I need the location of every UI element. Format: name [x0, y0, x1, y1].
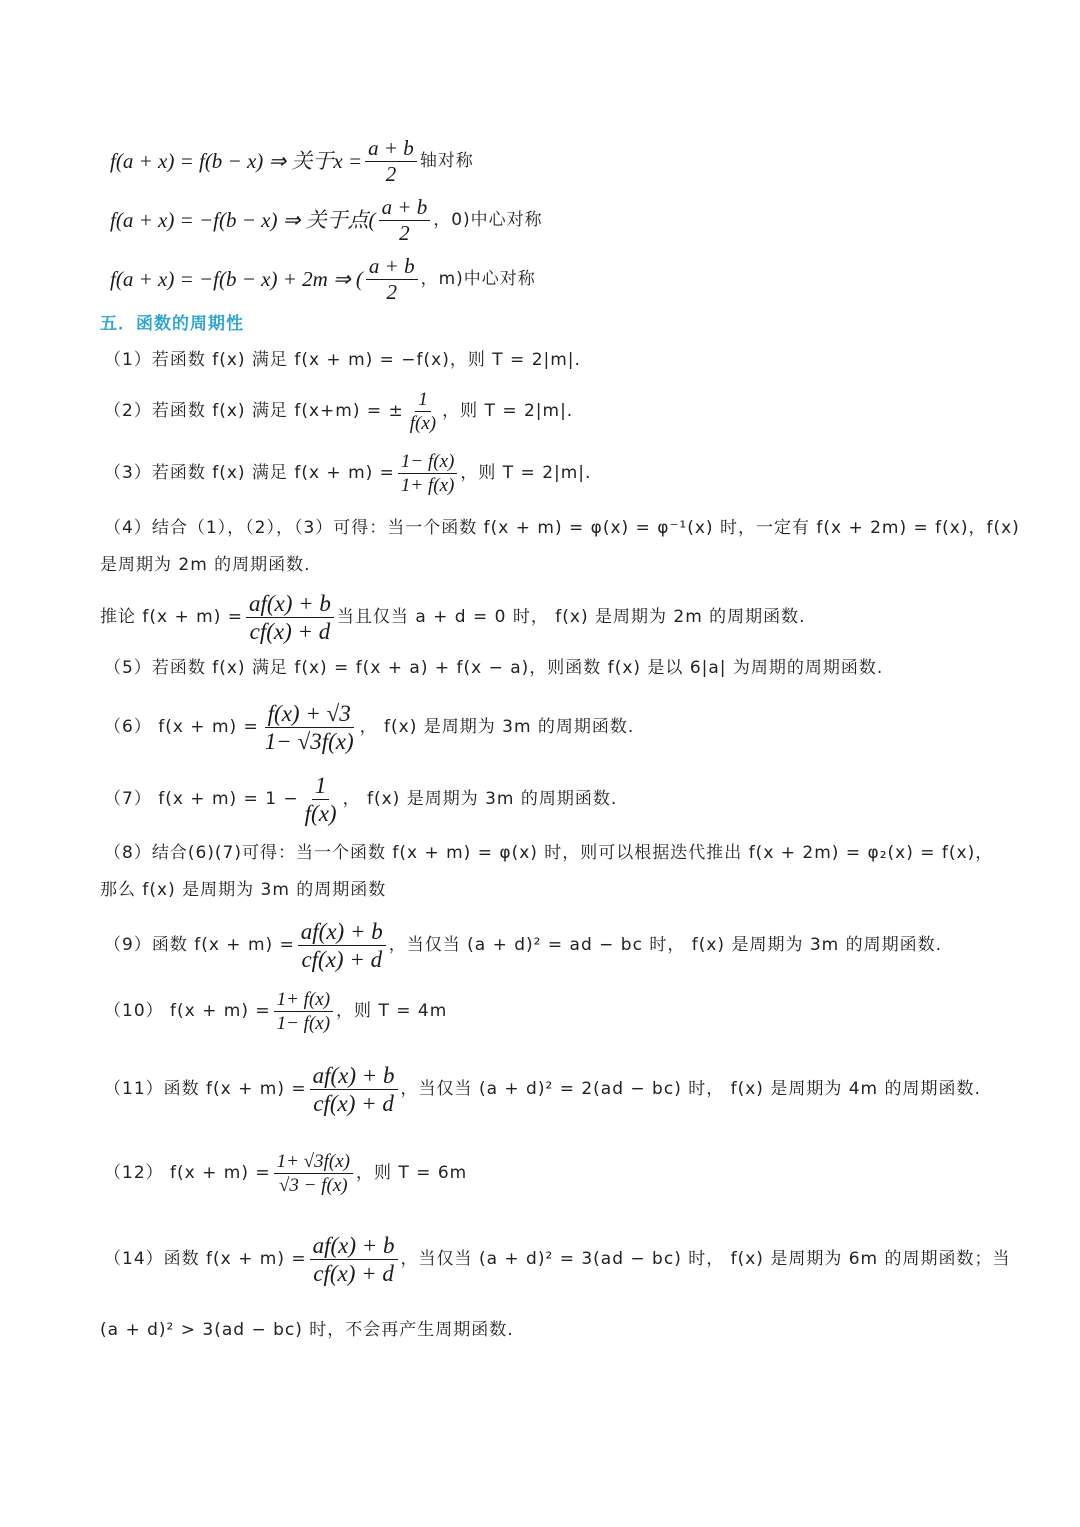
rule-text: ，则 T = 4m	[336, 1001, 448, 1021]
section-heading: 五．函数的周期性	[100, 314, 244, 334]
formula-text: ，m)中心对称	[420, 269, 536, 289]
rule-6	[104, 702, 634, 753]
rule-text: ，则 T = 2|m|.	[442, 401, 574, 421]
denominator: cf(x) + d	[313, 1091, 394, 1116]
rule-3	[104, 452, 591, 495]
rule-12	[104, 1152, 467, 1195]
denominator: 1− √3f(x)	[264, 729, 354, 754]
fraction	[379, 197, 431, 244]
rule-text: ，当仅当 (a + d)² = ad − bc 时， f(x) 是周期为 3m 的周期函数.	[388, 935, 943, 955]
rule-14-line-2	[100, 1322, 514, 1339]
rule-4-line-1	[104, 520, 1020, 537]
rule-1	[104, 352, 581, 369]
rule-text: （3）若函数 f(x) 满足 f(x + m) =	[104, 463, 395, 483]
rule-10	[104, 990, 447, 1033]
denominator: 2	[386, 280, 397, 304]
fraction	[298, 920, 386, 971]
formula-text: 轴对称	[419, 151, 474, 171]
fraction	[274, 990, 333, 1033]
fraction	[366, 256, 418, 303]
rule-text: ， f(x) 是周期为 3m 的周期函数.	[359, 717, 635, 737]
denominator: 2	[399, 221, 410, 245]
rule-text: （7） f(x + m) = 1 −	[104, 789, 299, 809]
numerator: a + b	[379, 197, 431, 221]
rule-text: ，当仅当 (a + d)² = 3(ad − bc) 时， f(x) 是周期为 6m 的周期函数；当	[400, 1249, 1011, 1269]
denominator: f(x)	[304, 801, 337, 826]
formula-text: f(a + x) = −f(b − x) + 2m ⇒ (	[110, 267, 363, 291]
rule-text: ，当仅当 (a + d)² = 2(ad − bc) 时， f(x) 是周期为 4m 的周期函数.	[400, 1079, 981, 1099]
formula-text: f(a + x) = f(b − x) ⇒ 关于x =	[110, 149, 363, 173]
denominator: f(x)	[409, 413, 437, 434]
rule-text: 推论 f(x + m) =	[100, 607, 243, 627]
rule-9	[104, 920, 942, 971]
rule-text: （10） f(x + m) =	[104, 1001, 271, 1021]
rule-text: （1）若函数 f(x) 满足 f(x + m) = −f(x)，则 T = 2|m|.	[104, 350, 581, 370]
denominator: cf(x) + d	[313, 1261, 394, 1286]
symmetry-center-line	[110, 197, 543, 244]
rule-text: ， f(x) 是周期为 3m 的周期函数.	[342, 789, 618, 809]
rule-text: （14）函数 f(x + m) =	[104, 1249, 307, 1269]
rule-8-line-1	[104, 845, 993, 862]
fraction	[262, 702, 357, 753]
symmetry-axis-line	[110, 138, 474, 185]
fraction	[398, 452, 457, 495]
numerator: f(x) + √3	[265, 702, 354, 728]
rule-5	[104, 660, 883, 677]
numerator: a + b	[365, 138, 417, 162]
numerator: 1+ f(x)	[274, 990, 333, 1012]
rule-text: （9）函数 f(x + m) =	[104, 935, 295, 955]
rule-14	[104, 1234, 1011, 1285]
denominator: 1+ f(x)	[400, 475, 455, 496]
rule-2	[104, 390, 573, 433]
numerator: 1	[415, 390, 431, 412]
numerator: 1+ √3f(x)	[274, 1152, 353, 1174]
rule-text: ，则 T = 6m	[355, 1163, 468, 1183]
numerator: 1− f(x)	[398, 452, 457, 474]
fraction	[246, 592, 334, 643]
rule-text: 当且仅当 a + d = 0 时， f(x) 是周期为 2m 的周期函数.	[336, 607, 806, 627]
denominator: cf(x) + d	[301, 947, 383, 972]
denominator: √3 − f(x)	[278, 1175, 348, 1196]
rule-8-line-2	[100, 882, 386, 899]
numerator: a + b	[366, 256, 418, 280]
fraction	[407, 390, 439, 433]
rule-text: (a + d)² > 3(ad − bc) 时，不会再产生周期函数.	[100, 1320, 514, 1340]
numerator: af(x) + b	[310, 1064, 398, 1090]
rule-text: （2）若函数 f(x) 满足 f(x+m) = ±	[104, 401, 404, 421]
denominator: 1− f(x)	[276, 1013, 331, 1034]
rule-text: （12） f(x + m) =	[104, 1163, 271, 1183]
fraction	[310, 1234, 398, 1285]
rule-text: （5）若函数 f(x) 满足 f(x) = f(x + a) + f(x − a)，则函数 f(x) 是以 6|a| 为周期的周期函数.	[104, 658, 884, 678]
rule-text: （4）结合（1），（2），（3）可得：当一个函数 f(x + m) = φ(x) = φ⁻¹(x) 时，一定有 f(x + 2m) = f(x)，f(x)	[104, 518, 1020, 538]
numerator: af(x) + b	[310, 1234, 398, 1260]
formula-text: f(a + x) = −f(b − x) ⇒ 关于点(	[110, 208, 376, 232]
rule-text: 那么 f(x) 是周期为 3m 的周期函数	[100, 880, 387, 900]
fraction	[310, 1064, 398, 1115]
denominator: cf(x) + d	[249, 619, 331, 644]
rule-7	[104, 774, 617, 825]
symmetry-center-m-line	[110, 256, 536, 303]
rule-text: （11）函数 f(x + m) =	[104, 1079, 307, 1099]
fraction	[365, 138, 417, 185]
numerator: af(x) + b	[298, 920, 386, 946]
rule-text: （8）结合(6)(7)可得：当一个函数 f(x + m) = φ(x) 时，则可以根据迭代推出 f(x + 2m) = φ₂(x) = f(x)，	[104, 843, 994, 863]
formula-text: ，0)中心对称	[433, 210, 543, 230]
rule-text: ，则 T = 2|m|.	[460, 463, 592, 483]
fraction	[302, 774, 340, 825]
numerator: af(x) + b	[246, 592, 334, 618]
fraction	[274, 1152, 353, 1195]
numerator: 1	[312, 774, 330, 800]
rule-text: 是周期为 2m 的周期函数.	[100, 555, 311, 575]
corollary	[100, 592, 806, 643]
rule-11	[104, 1064, 981, 1115]
rule-4-line-2	[100, 557, 311, 574]
rule-text: （6） f(x + m) =	[104, 717, 259, 737]
denominator: 2	[385, 162, 397, 186]
